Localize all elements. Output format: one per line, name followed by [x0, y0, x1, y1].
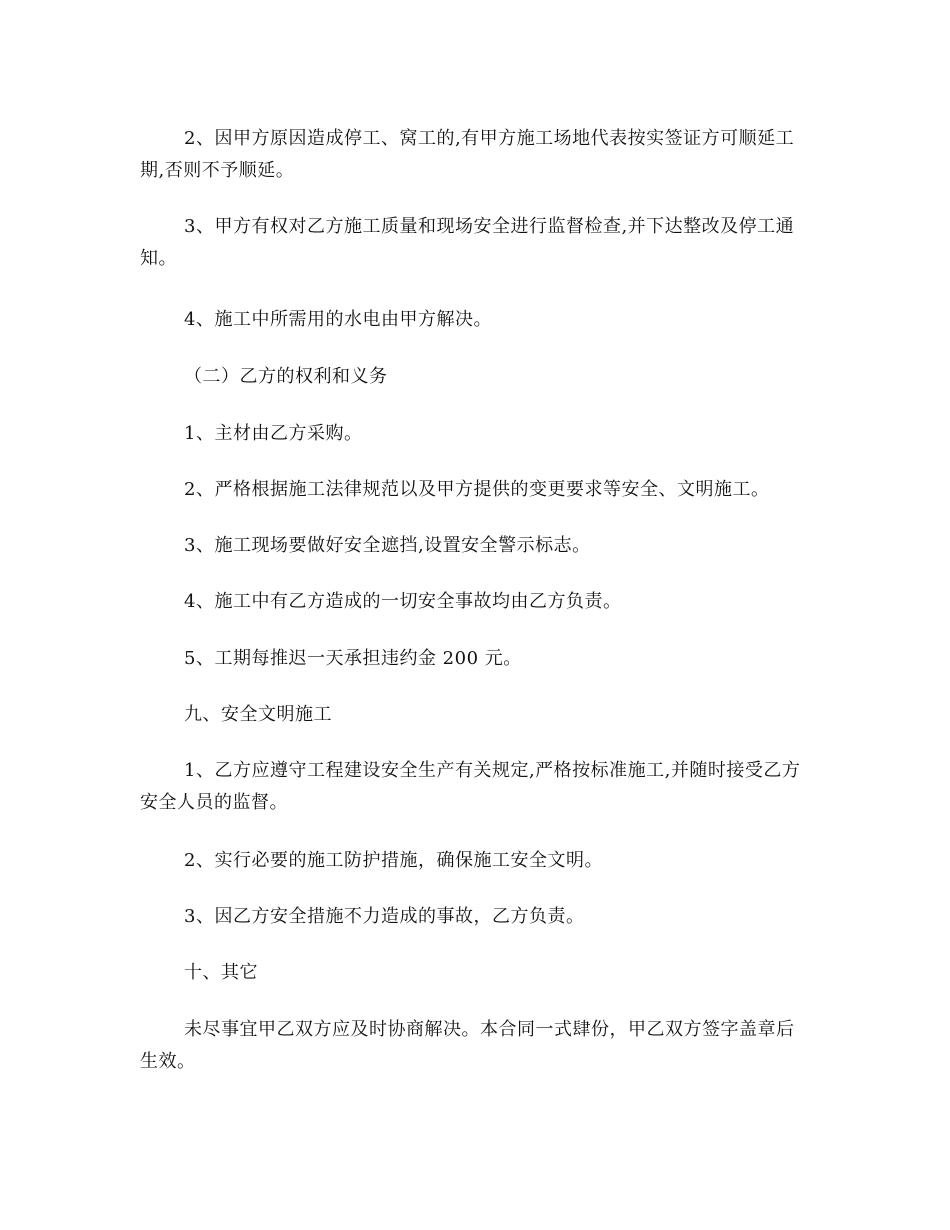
party-b-item-3: 3、施工现场要做好安全遮挡,设置安全警示标志。 — [184, 535, 591, 556]
party-b-item-4: 4、施工中有乙方造成的一切安全事故均由乙方负责。 — [184, 591, 622, 612]
section-safety-heading: 九、安全文明施工 — [184, 704, 332, 725]
party-b-item-1: 1、主材由乙方采购。 — [184, 423, 363, 444]
safety-item-3: 3、因乙方安全措施不力造成的事故，乙方负责。 — [184, 906, 585, 927]
clause-delay-paragraph: 2、因甲方原因造成停工、窝工的,有甲方施工场地代表按实签证方可顺延工期,否则不予顺延。 — [140, 128, 795, 181]
other-clause-paragraph: 未尽事宜甲乙双方应及时协商解决。本合同一式肆份，甲乙双方签字盖章后生效。 — [140, 1019, 795, 1072]
party-b-item-2: 2、严格根据施工法律规范以及甲方提供的变更要求等安全、文明施工。 — [184, 479, 770, 500]
clause-utilities-paragraph: 4、施工中所需用的水电由甲方解决。 — [184, 309, 492, 330]
section-party-b-heading: （二）乙方的权利和义务 — [184, 366, 388, 387]
section-other-heading: 十、其它 — [184, 962, 258, 983]
party-b-item-5: 5、工期每推迟一天承担违约金 200 元。 — [184, 648, 522, 669]
safety-item-1: 1、乙方应遵守工程建设安全生产有关规定,严格按标准施工,并随时接受乙方安全人员的监督。 — [140, 760, 801, 813]
clause-inspection-paragraph: 3、甲方有权对乙方施工质量和现场安全进行监督检查,并下达整改及停工通知。 — [140, 216, 795, 269]
safety-item-2: 2、实行必要的施工防护措施，确保施工安全文明。 — [184, 850, 603, 871]
